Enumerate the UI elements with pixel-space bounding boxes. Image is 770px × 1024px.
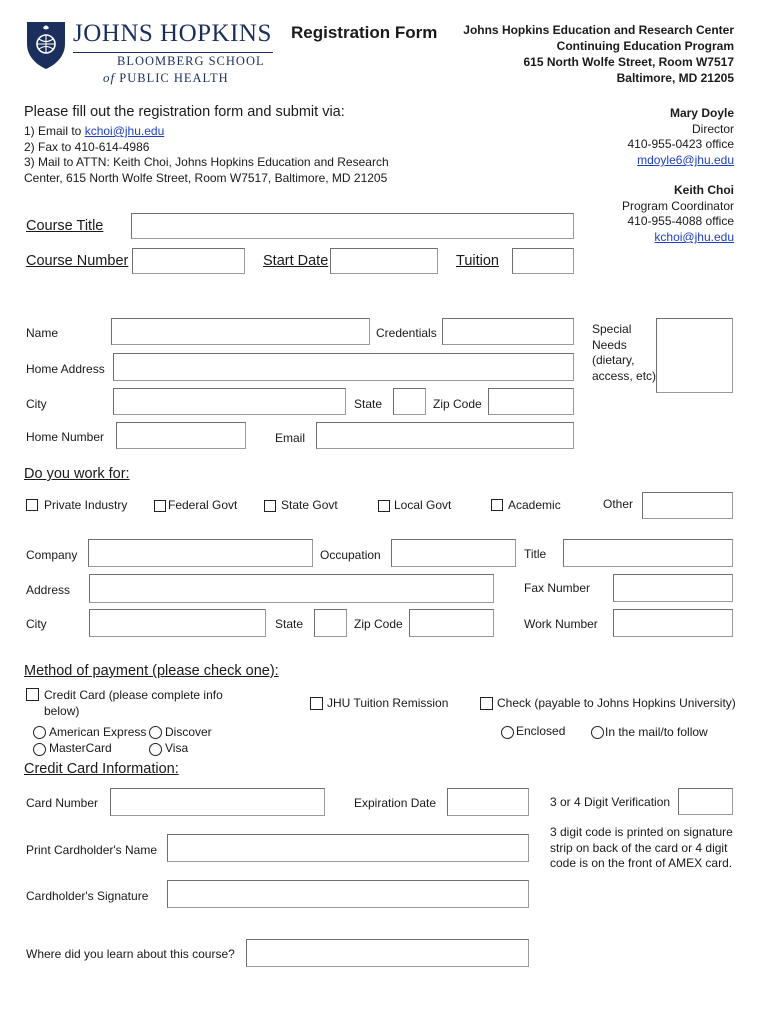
in-mail-label: In the mail/to follow (605, 725, 708, 739)
academic-checkbox[interactable] (491, 499, 503, 511)
private-industry-checkbox[interactable] (26, 499, 38, 511)
contact-phone: 410-955-0423 office (627, 137, 734, 151)
instructions-mail-2: Center, 615 North Wolfe Street, Room W7517, Baltimore, MD 21205 (24, 171, 388, 185)
instructions-fax: 2) Fax to 410-614-4986 (24, 140, 150, 154)
center-line2: Continuing Education Program (556, 39, 734, 53)
credit-info-heading: Credit Card Information: (24, 761, 179, 777)
title-field[interactable] (563, 539, 733, 567)
verification-field[interactable] (678, 788, 733, 815)
work-for-heading: Do you work for: (24, 466, 130, 482)
check-checkbox[interactable] (480, 697, 493, 710)
other-field[interactable] (642, 492, 733, 519)
fax-number-field[interactable] (613, 574, 733, 602)
work-city-field[interactable] (89, 609, 266, 637)
course-title-field[interactable] (131, 213, 574, 239)
payment-heading: Method of payment (please check one): (24, 663, 279, 679)
learn-label: Where did you learn about this course? (26, 947, 235, 961)
cardholder-name-label: Print Cardholder's Name (26, 843, 158, 857)
mastercard-label: MasterCard (49, 741, 112, 755)
shield-icon (25, 20, 67, 70)
zip-field[interactable] (488, 388, 574, 415)
special-needs-line: Needs (592, 337, 627, 352)
jhu-remission-label: JHU Tuition Remission (327, 696, 449, 710)
special-needs-label (592, 322, 656, 384)
name-field[interactable] (111, 318, 370, 345)
form-title: Registration Form (291, 23, 438, 42)
learn-field[interactable] (246, 939, 529, 967)
tuition-field[interactable] (512, 248, 574, 274)
credit-card-label-1: Credit Card (please complete info (44, 688, 223, 702)
fax-number-label: Fax Number (524, 581, 591, 595)
academic-label: Academic (508, 498, 561, 512)
mastercard-radio[interactable] (33, 743, 46, 756)
work-zip-label: Zip Code (354, 617, 403, 631)
local-govt-checkbox[interactable] (378, 500, 390, 512)
credit-card-checkbox[interactable] (26, 688, 39, 701)
logo-divider (73, 52, 273, 53)
contact-role: Program Coordinator (621, 199, 734, 213)
visa-radio[interactable] (149, 743, 162, 756)
credit-card-label-2: below) (44, 704, 80, 718)
city-label: City (26, 397, 47, 411)
center-line4: Baltimore, MD 21205 (616, 71, 734, 85)
special-needs-line: (dietary, (592, 353, 635, 367)
home-address-field[interactable] (113, 353, 574, 381)
home-address-label: Home Address (26, 362, 105, 376)
other-label: Other (603, 497, 634, 511)
contact-name: Keith Choi (674, 183, 734, 197)
signature-label: Cardholder's Signature (26, 889, 149, 903)
logo-line1: BLOOMBERG SCHOOL (117, 54, 265, 68)
card-number-field[interactable] (110, 788, 325, 816)
work-state-field[interactable] (314, 609, 347, 637)
instructions-heading: Please fill out the registration form and submit via: (24, 104, 345, 120)
work-city-label: City (26, 617, 47, 631)
email-field[interactable] (316, 422, 574, 449)
company-label: Company (26, 548, 78, 562)
contact-email-link[interactable]: mdoyle6@jhu.edu (637, 153, 734, 167)
course-number-field[interactable] (132, 248, 245, 274)
state-label: State (354, 397, 383, 411)
work-zip-field[interactable] (409, 609, 494, 637)
enclosed-label: Enclosed (516, 724, 566, 738)
contact-email-link[interactable]: kchoi@jhu.edu (654, 230, 734, 244)
signature-field[interactable] (167, 880, 529, 908)
note-line: code is on the front of AMEX card. (550, 856, 733, 870)
company-field[interactable] (88, 539, 313, 567)
private-industry-label: Private Industry (44, 498, 128, 512)
verification-label: 3 or 4 Digit Verification (550, 795, 671, 809)
special-needs-line: access, etc) (592, 368, 657, 383)
state-govt-checkbox[interactable] (264, 500, 276, 512)
visa-label: Visa (165, 741, 189, 755)
federal-govt-checkbox[interactable] (154, 500, 166, 512)
credentials-label: Credentials (376, 326, 437, 340)
logo-public-health: PUBLIC HEALTH (119, 71, 229, 85)
verification-note (550, 825, 733, 872)
home-number-field[interactable] (116, 422, 246, 449)
note-line: strip on back of the card or 4 digit (550, 840, 728, 855)
local-govt-label: Local Govt (394, 498, 452, 512)
email-label: Email (275, 431, 306, 445)
discover-radio[interactable] (149, 726, 162, 739)
work-number-field[interactable] (613, 609, 733, 637)
cardholder-name-field[interactable] (167, 834, 529, 862)
special-needs-field[interactable] (656, 318, 733, 393)
jhu-logo (25, 18, 272, 88)
expiration-field[interactable] (447, 788, 529, 816)
credentials-field[interactable] (442, 318, 574, 345)
instructions-mail-1: 3) Mail to ATTN: Keith Choi, Johns Hopkins Education and Research (24, 155, 389, 169)
zip-label: Zip Code (433, 397, 482, 411)
work-state-label: State (275, 617, 304, 631)
logo-line2 (103, 70, 229, 86)
name-label: Name (26, 326, 59, 340)
contact-name: Mary Doyle (669, 106, 734, 120)
city-field[interactable] (113, 388, 346, 415)
check-label: Check (payable to Johns Hopkins University) (497, 696, 736, 710)
note-line: 3 digit code is printed on signature (550, 825, 733, 839)
title-label: Title (524, 547, 547, 561)
occupation-label: Occupation (320, 548, 381, 562)
in-mail-radio[interactable] (591, 726, 604, 739)
discover-label: Discover (165, 725, 212, 739)
course-title-label: Course Title (26, 218, 104, 234)
start-date-field[interactable] (330, 248, 438, 274)
state-govt-label: State Govt (281, 498, 338, 512)
enclosed-radio[interactable] (501, 726, 514, 739)
work-number-label: Work Number (524, 617, 598, 631)
card-number-label: Card Number (26, 796, 99, 810)
center-line1: Johns Hopkins Education and Research Center (463, 23, 734, 37)
contact-role: Director (691, 122, 734, 136)
course-number-label: Course Number (26, 253, 129, 269)
jhu-remission-checkbox[interactable] (310, 697, 323, 710)
contact-phone: 410-955-4088 office (627, 214, 734, 228)
logo-of: of (103, 70, 116, 85)
submit-email-link[interactable]: kchoi@jhu.edu (84, 124, 165, 138)
expiration-label: Expiration Date (354, 796, 437, 810)
state-field[interactable] (393, 388, 426, 415)
start-date-label: Start Date (263, 253, 329, 269)
center-line3: 615 North Wolfe Street, Room W7517 (523, 55, 734, 69)
work-address-field[interactable] (89, 574, 494, 603)
logo-name: JOHNS HOPKINS (73, 20, 272, 47)
home-number-label: Home Number (26, 430, 105, 444)
special-needs-line: Special (592, 322, 632, 336)
tuition-label: Tuition (456, 253, 499, 269)
email-prefix: 1) Email to (24, 124, 85, 138)
federal-govt-label: Federal Govt (168, 498, 238, 512)
instructions-email (24, 124, 164, 138)
work-address-label: Address (26, 583, 71, 597)
amex-label: American Express (49, 725, 147, 739)
occupation-field[interactable] (391, 539, 516, 567)
amex-radio[interactable] (33, 726, 46, 739)
